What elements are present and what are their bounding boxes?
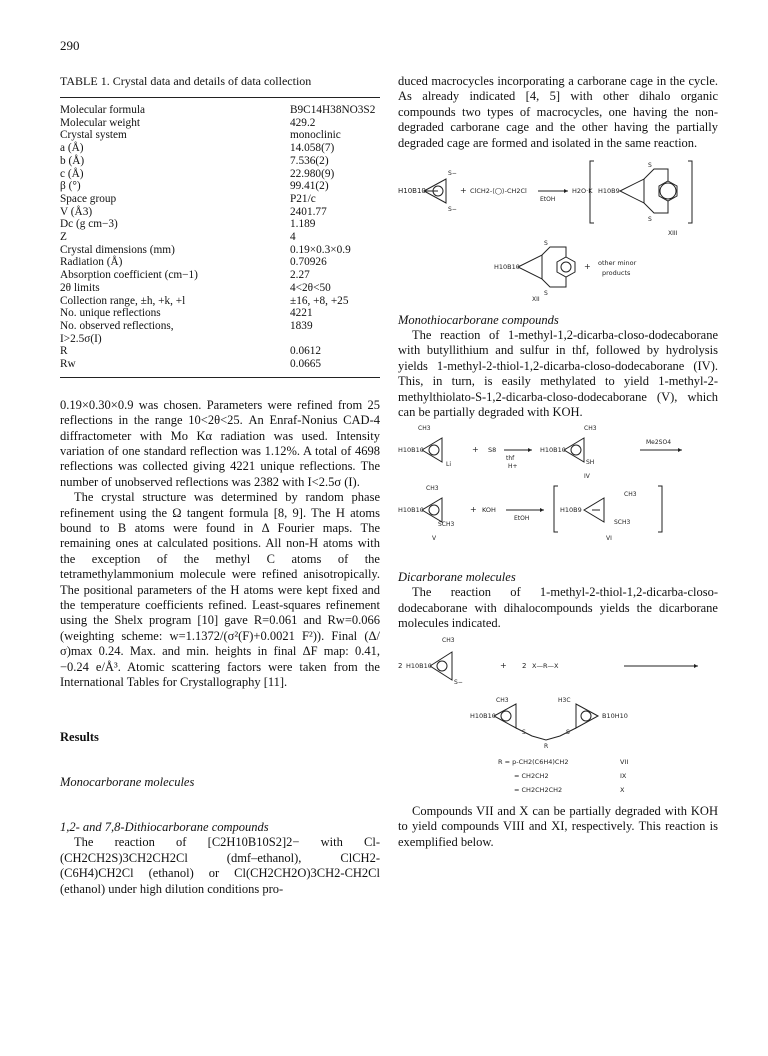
table-row-value: 4 [290, 231, 296, 244]
compound-label-xiii: XIII [668, 230, 678, 238]
paragraph-macrocycles: duced macrocycles incorporating a carborane cage in the cycle. As already indicated [4, 5] with other dihalo organic compounds two types of macrocycles, one having the non-degraded carborane cage and the other having the partially degraded cage are formed and isolated in the same reaction. [398, 74, 718, 150]
cage-label: H10B10 [398, 187, 426, 196]
ethanol-label: EtOH [514, 515, 530, 523]
right-column [398, 74, 718, 850]
table-row [60, 282, 380, 295]
benzene-ring-icon [660, 183, 676, 199]
sulfur-right: S [566, 728, 570, 736]
plus-sign: + [472, 445, 479, 455]
sulfur-label: S8 [488, 446, 497, 455]
product2-s-bottom: S [544, 290, 548, 298]
paragraph-degradation: Compounds VII and X can be partially degraded with KOH to yield compounds VIII and XI, respectively. This reaction is exemplified below. [398, 803, 718, 849]
ring-right-icon [581, 711, 591, 721]
compound-label-xii: XII [532, 296, 540, 302]
degraded-cage-icon [584, 498, 604, 522]
methyl-label-a: CH3 [426, 485, 439, 493]
table-row [60, 256, 380, 269]
table-row-label: No. observed reflections, [60, 319, 174, 332]
table-row-label: c (Å) [60, 167, 84, 180]
table-row [60, 269, 380, 282]
table-row-value: 2401.77 [290, 205, 327, 218]
products-label: products [602, 269, 631, 278]
paragraph-dicarborane: The reaction of 1-methyl-2-thiol-1,2-dicarba-closo-dodecaborane with dihalocompounds yields the dicarborane molecules indicated. [398, 585, 718, 631]
scheme-macrocycle-reaction [398, 151, 718, 301]
arrow-head [564, 189, 568, 193]
compound-label-v: V [432, 535, 437, 543]
compound-label-ix: IX [620, 771, 627, 780]
scheme-thiolation [398, 420, 718, 480]
arrow-head [694, 664, 698, 668]
product2-ring-icon [561, 262, 571, 272]
table-row-label: Crystal dimensions (mm) [60, 243, 175, 256]
paragraph-dithio: The reaction of [C2H10B10S2]2− with Cl-(CH2CH2S)3CH2CH2Cl (dmf–ethanol), ClCH2-(C6H4)CH2Cl (ethanol) or Cl(CH2CH2O)3CH2-CH2Cl (ethanol) under high dilution conditions pro- [60, 835, 380, 896]
left-column [60, 74, 380, 897]
table-row [60, 358, 380, 371]
table-row-value: 0.19×0.3×0.9 [290, 243, 351, 256]
table-row-label: Molecular weight [60, 116, 140, 129]
plus-sign: + [500, 660, 507, 670]
table-row-value: 2.27 [290, 269, 310, 282]
table-row-label: No. unique reflections [60, 307, 161, 320]
page-number: 290 [60, 38, 80, 53]
crystal-data-table [60, 104, 380, 371]
ring-icon [429, 505, 439, 515]
cage-left-icon [494, 704, 516, 728]
plus-sign: + [460, 186, 467, 196]
paragraph-refinement-2: The crystal structure was determined by random phase refinement using the Ω tangent formula [8, 9]. The H atoms bound to B atoms were found in Δ Fourier maps. The remaining ones at calculated positions. All non-H atoms with the exception of the methyl C atoms of the tetramethylammonium molecule were refined anisotropically. The positional parameters of the H atoms were kept fixed and the temperature coefficients refined. Least-squares refinement using the Shelx program [10] gave R=0.061 and Rw=0.066 (weighting scheme: w=1.1372/(σ²(F)+0.0021 F²)). Final (Δ/σ)max 0.24. Max. and min. heights in final ΔF map: 0.41, −0.24 e/Å³. Atomic scattering factors were taken from the International Tables for Crystallography [11]. [60, 490, 380, 690]
table-row-label: I>2.5σ(I) [60, 332, 102, 345]
cage-label: H10B10 [406, 661, 432, 670]
table-top-rule [60, 97, 380, 98]
s-minus-bottom: S− [448, 206, 457, 214]
other-minor-label: other minor [598, 259, 637, 268]
methyl-label-b: CH3 [584, 425, 597, 433]
methyl-label: CH3 [442, 636, 455, 644]
table-row [60, 168, 380, 181]
methyl-left: CH3 [496, 696, 509, 704]
results-heading: Results [60, 730, 99, 745]
table-row-label: Absorption coefficient (cm−1) [60, 269, 198, 282]
compound-label-iv: IV [584, 473, 590, 481]
table-row-label: Space group [60, 192, 117, 205]
sulfur-left: S [522, 728, 526, 736]
table-row-value: 4<2θ<50 [290, 281, 331, 294]
table-row [60, 142, 380, 155]
product2-hexagon-icon [557, 257, 575, 277]
ring-icon [437, 661, 447, 671]
table-row-value: B9C14H38NO3S2 [290, 104, 376, 116]
table-row [60, 244, 380, 257]
table-row [60, 307, 380, 320]
ring-left-icon [501, 711, 511, 721]
monocarborane-heading: Monocarborane molecules [60, 775, 195, 790]
table-row-label: β (°) [60, 180, 81, 193]
paragraph-refinement-1: 0.19×0.30×0.9 was chosen. Parameters were refined from 25 reflections in the range 10<2θ<25. An Enraf-Nonius CAD-4 diffractometer with Mo Kα radiation was used. Intensity variation of one standard reflection was 1.12%. A total of 4698 reflections was collected giving 4221 unique reflections. The number of unobserved reflections was 2382 with I<2.5σ (I). [60, 397, 380, 489]
ring-icon-b [571, 445, 581, 455]
cage-left-label: H10B10 [470, 711, 496, 720]
methyl-label-a: CH3 [418, 425, 431, 433]
table-row-label: a (Å) [60, 142, 84, 155]
thf-label: thf [506, 455, 515, 463]
s-bottom: S [648, 216, 652, 224]
table-row [60, 218, 380, 231]
scheme-dicarborane-coupling [398, 632, 718, 782]
monothiocarborane-heading: Monothiocarborane compounds [398, 313, 559, 328]
cage-right-label: B10H10 [602, 711, 628, 720]
reagent-label: ClCH2-⟨◯⟩-CH2Cl [470, 187, 527, 196]
table-row-value: 7.536(2) [290, 154, 329, 167]
table-bottom-rule [60, 377, 380, 378]
table-row-label: Collection range, ±h, +k, +l [60, 294, 186, 307]
table-row-value: monoclinic [290, 129, 341, 142]
arrow-head [540, 508, 544, 512]
table-row [60, 129, 380, 142]
s-top: S [648, 162, 652, 170]
table-row-label: Molecular formula [60, 104, 146, 116]
table-row [60, 231, 380, 244]
table-row [60, 320, 380, 333]
compound-label-vi: VI [606, 535, 612, 543]
compound-label-x: X [620, 785, 625, 794]
r-group-label: R [544, 742, 549, 750]
macrocycle-bridge [644, 169, 668, 213]
table-row-label: V (Å3) [60, 205, 93, 218]
dicarborane-heading: Dicarborane molecules [398, 570, 516, 585]
product2-cage-icon [518, 255, 542, 279]
table-row-value: 0.0665 [290, 358, 322, 371]
methylthio-label-a: SCH3 [438, 521, 455, 529]
degraded-cage-label: H10B9 [560, 506, 582, 515]
plus-sign-2: + [584, 262, 591, 272]
table-row [60, 333, 380, 346]
lithium-label: Li [446, 461, 452, 469]
scheme-degradation [398, 480, 718, 544]
compound-label-vii: VII [620, 757, 629, 766]
methylthio-label-b: SCH3 [614, 519, 631, 527]
table-row-value [290, 333, 380, 346]
table-row-value: 99.41(2) [290, 180, 329, 193]
table-row [60, 104, 380, 117]
coefficient-1: 2 [398, 661, 403, 670]
table-row-value: 1839 [290, 319, 313, 332]
scheme-dicarborane-r3 [398, 782, 718, 798]
coefficient-2: 2 [522, 661, 527, 670]
product2-cage-label: H10B10 [494, 263, 520, 272]
table-row-value: ±16, +8, +25 [290, 294, 349, 307]
s-minus-top: S− [448, 170, 457, 178]
paragraph-monothio: The reaction of 1-methyl-1,2-dicarba-closo-dodecaborane with butyllithium and sulfur in thf, followed by hydrolysis yields 1-methyl-2-thiol-1,2-dicarba-closo-dodecaborane (IV). This, in turn, is easily methylated to yield 1-methyl-2-methylthiolato-S-1,2-dicarba-closo-dodecaborane (V), which can be partially degraded with KOH. [398, 328, 718, 420]
table-row-label: Z [60, 231, 67, 244]
product-cage-label: H10B9 [598, 187, 620, 196]
product-counterion: H2O·K [572, 187, 593, 196]
plus-sign: + [470, 505, 477, 515]
table-row-label: 2θ limits [60, 281, 100, 294]
hexagon-icon [659, 181, 677, 201]
arrow-head [528, 448, 532, 452]
table-row [60, 180, 380, 193]
product2-bridge [542, 247, 566, 287]
cage-label-b: H10B10 [540, 446, 566, 455]
table-row-label: Rw [60, 358, 76, 371]
cage-right-icon [576, 704, 598, 728]
table-row-label: Dc (g cm−3) [60, 218, 118, 231]
arrow-head-2 [678, 448, 682, 452]
product-cage-icon [620, 179, 644, 203]
table-row-value: 22.980(9) [290, 167, 335, 180]
dihalide-label: X—R—X [532, 661, 559, 670]
r-definition-1: R = p-CH2(C6H4)CH2 [498, 757, 569, 766]
table-row-value: 14.058(7) [290, 142, 335, 155]
table-row-label: Radiation (Å) [60, 256, 123, 269]
table-row [60, 345, 380, 358]
table-row-value: P21/c [290, 192, 316, 205]
table-row-value: 4221 [290, 307, 313, 320]
dithiocarborane-heading: 1,2- and 7,8-Dithiocarborane compounds [60, 820, 269, 835]
product2-s-top: S [544, 240, 548, 248]
methylating-agent-label: Me2SO4 [646, 439, 672, 447]
table-row-value: 429.2 [290, 116, 316, 129]
cage-label-a: H10B10 [398, 446, 424, 455]
table-row-label: b (Å) [60, 154, 85, 167]
r-definition-2: = CH2CH2 [514, 771, 549, 780]
table-row [60, 206, 380, 219]
table-row-label: R [60, 345, 68, 358]
table-row-value: 1.189 [290, 218, 316, 231]
methyl-right: H3C [558, 696, 571, 704]
table-row [60, 155, 380, 168]
solvent-label: EtOH [540, 196, 556, 204]
proton-label: H+ [508, 463, 518, 471]
table-row-label: Crystal system [60, 129, 127, 142]
table-row-value: 0.70926 [290, 256, 327, 269]
r-definition-3: = CH2CH2CH2 [514, 785, 563, 794]
table-row [60, 193, 380, 206]
cage-label: H10B10 [398, 506, 424, 515]
methyl-label-b: CH3 [624, 491, 637, 499]
table-row [60, 117, 380, 130]
koh-label: KOH [482, 506, 496, 515]
thiolate-label: S− [454, 678, 463, 686]
ring-icon-a [429, 445, 439, 455]
table-row-value: 0.0612 [290, 345, 322, 358]
cage-icon [430, 652, 452, 680]
table-row [60, 295, 380, 308]
thiol-label: SH [586, 459, 595, 467]
table-caption: TABLE 1. Crystal data and details of data collection [60, 74, 312, 88]
